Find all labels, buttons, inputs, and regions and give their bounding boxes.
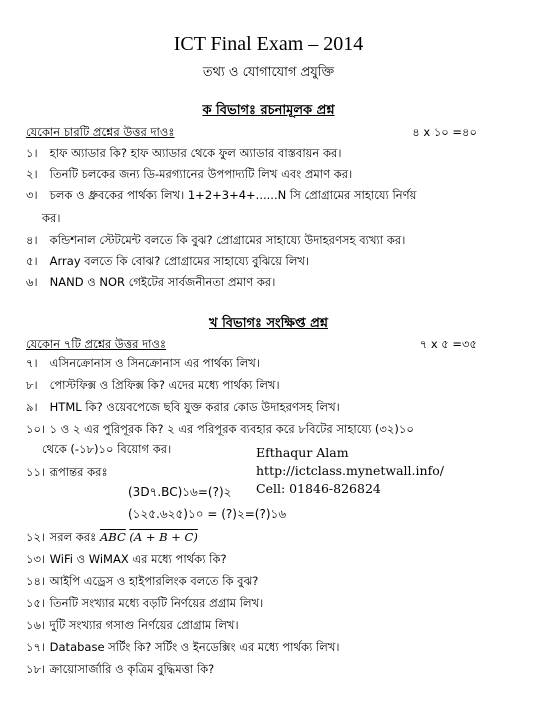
question-12: ১২। সরল করঃ $\overline{ABC}$ (A + B + C) — [26, 530, 198, 544]
section-a-heading: ক বিভাগঃ রচনামূলক প্রশ্ন — [202, 103, 335, 118]
credit-url: http://ictclass.mynetwall.info/ — [256, 463, 444, 478]
credit-cell: Cell: 01846-826824 — [256, 481, 381, 496]
expression-complement: $\overline{ABC}$ — [99, 530, 126, 544]
section-b-heading: খ বিভাগঃ সংক্ষিপ্ত প্রশ্ন — [209, 316, 328, 331]
question-17: ১৭। Database সর্টিং কি? সর্টিং ও ইনডেক্সিং এর মধ্যে পার্থক্য লিখ। — [26, 640, 340, 654]
question-8: ৮। পোস্টফিক্স ও প্রিফিক্স কি? এদের মধ্যে পার্থক্য লিখ। — [26, 378, 280, 392]
question-15: ১৫। তিনটি সংখ্যার মধ্যে বড়টি নির্ণয়ের প্রগ্রাম লিখ। — [26, 596, 264, 610]
question-1: ১। হাফ অ্যাডার কি? হাফ অ্যাডার থেকে ফুল অ্যাডার বাস্তবায়ন কর। — [26, 146, 342, 160]
question-4: ৪। কন্ডিশনাল স্টেটমেন্ট বলতে কি বুঝ? প্রোগ্রামের সাহায্যে উদাহরণসহ ব্যখ্যা কর। — [26, 233, 406, 247]
exam-subtitle: তথ্য ও যোগাযোগ প্রযুক্তি — [202, 65, 335, 80]
question-16: ১৬। দুটি সংখ্যার গসাগু নির্ণয়ের প্রোগ্রাম লিখ। — [26, 618, 239, 632]
credit-name: Efthaqur Alam — [256, 445, 349, 460]
question-11: ১১। রূপান্তর করঃ — [26, 465, 108, 479]
question-3-continued: কর। — [42, 211, 61, 225]
question-7: ৭। এসিনক্রোনাস ও সিনক্রোনাস এর পার্থক্য লিখ। — [26, 356, 260, 370]
question-14: ১৪। আইপি এড্রেস ও হাইপারলিংক বলতে কি বুঝ? — [26, 574, 259, 588]
conversion-line-1: (3D৭.BC)১৬=(?)২ — [128, 485, 232, 499]
question-2: ২। তিনটি চলকের জন্য ডি-মরগ্যানের উপপাদ্যটি লিখ এবং প্রমাণ কর। — [26, 167, 353, 181]
question-10-continued: থেকে (-১৮)১০ বিয়োগ কর। — [42, 442, 172, 456]
question-9: ৯। HTML কি? ওয়েবপেজে ছবি যুক্ত করার কোড উদাহরণসহ লিখ। — [26, 400, 340, 414]
section-b-instruction: যেকোন ৭টি প্রশ্নের উত্তর দাওঃ — [26, 337, 167, 351]
question-13: ১৩। WiFi ও WiMAX এর মধ্যে পার্থক্য কি? — [26, 552, 227, 566]
expression-sum: (A + B + C) — [129, 530, 198, 544]
question-6: ৬। NAND ও NOR গেইটের সার্বজনীনতা প্রমাণ কর। — [26, 275, 276, 289]
conversion-line-2: (১২৫.৬২৫)১০ = (?)২=(?)১৬ — [128, 507, 287, 521]
section-a-marks: ৪ x ১০ =৪০ — [412, 125, 477, 139]
question-5: ৫। Array বলতে কি বোঝ? প্রোগ্রামের সাহায্যে বুঝিয়ে লিখ। — [26, 254, 310, 268]
section-a-instruction: যেকোন চারটি প্রশ্নের উত্তর দাওঃ — [26, 125, 175, 139]
question-18: ১৮। ক্রায়োসার্জারি ও কৃত্রিম বুদ্ধিমত্তা কি? — [26, 662, 215, 676]
section-b-marks: ৭ x ৫ =৩৫ — [419, 337, 477, 351]
question-3: ৩। চলক ও ধ্রুবকের পার্থক্য লিখ। 1+2+3+4+......N সি প্রোগ্রামের সাহায্যে নির্ণয় — [26, 188, 417, 202]
exam-title: ICT Final Exam – 2014 — [173, 33, 364, 55]
question-10: ১০। ১ ও ২ এর পুরিপূরক কি? ২ এর পরিপূরক ব্যবহার করে ৮বিটের সাহায্যে (৩২)১০ — [26, 422, 414, 436]
